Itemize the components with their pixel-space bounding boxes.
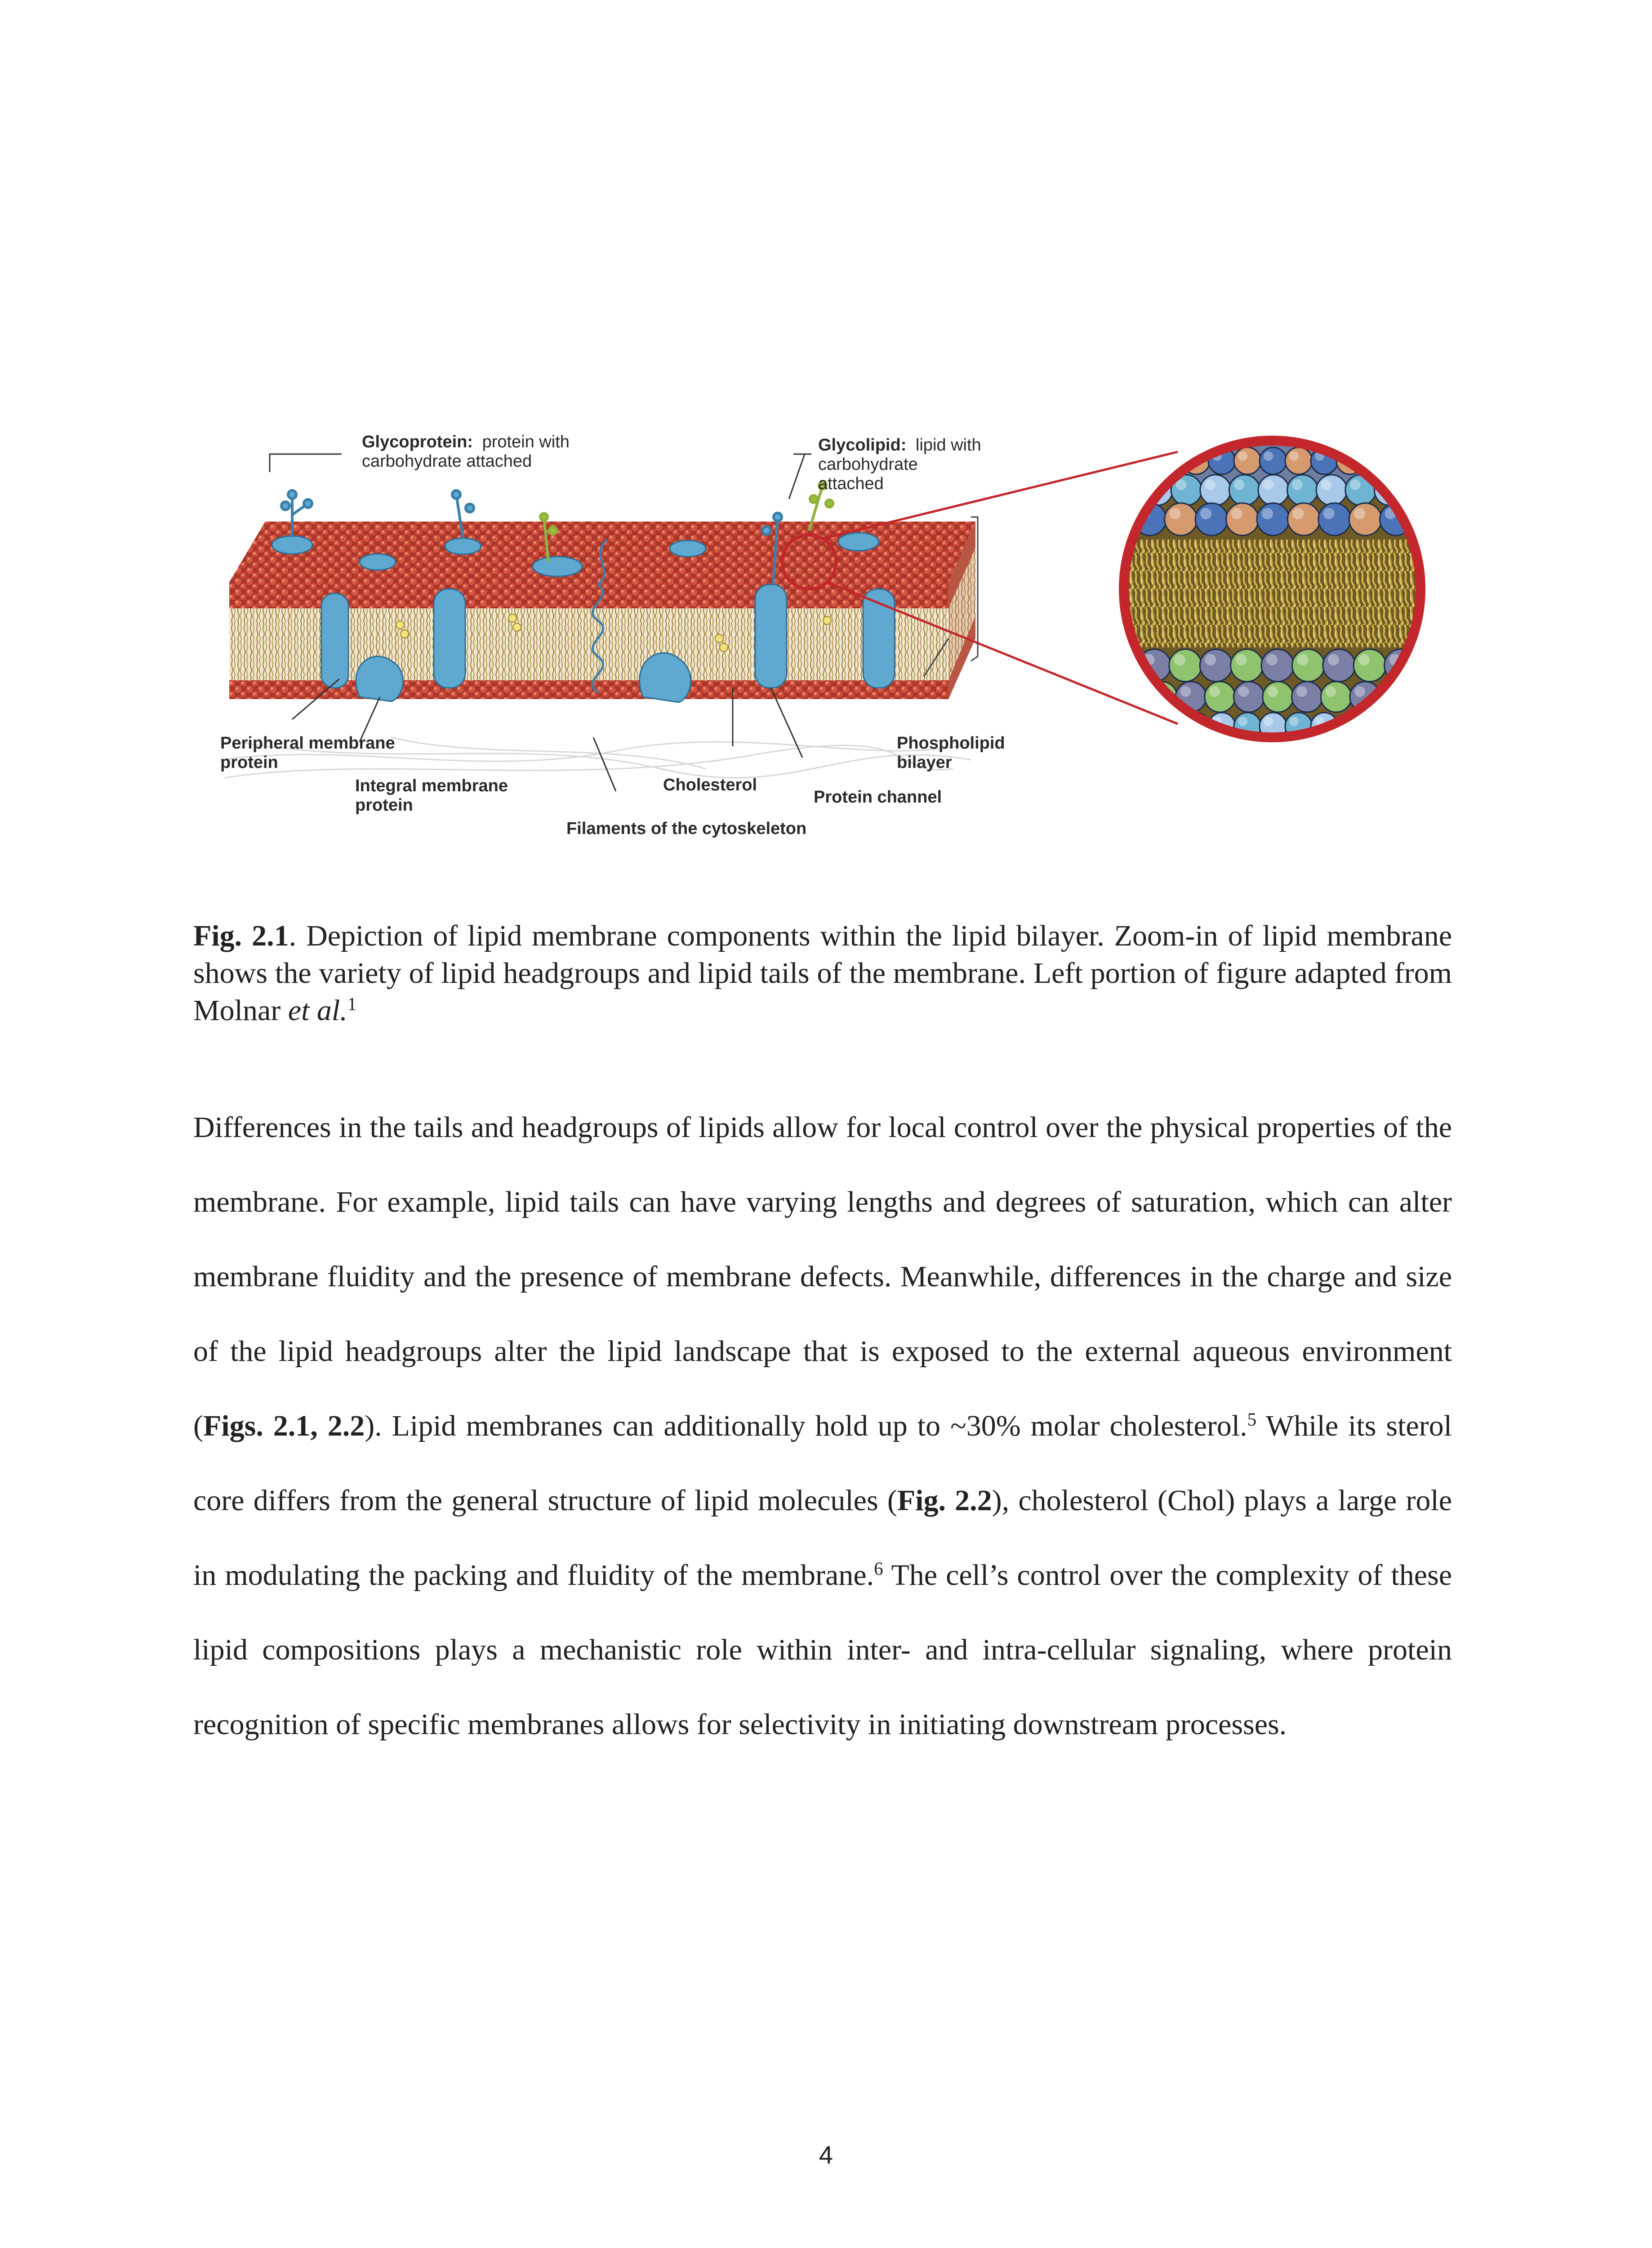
figure-reference: Fig. 2.2 bbox=[897, 1484, 992, 1517]
lipid-headgroup bbox=[1413, 713, 1440, 740]
headgroup-highlight bbox=[1412, 686, 1423, 697]
headgroup-highlight bbox=[1200, 508, 1211, 519]
headgroup-highlight bbox=[1292, 508, 1304, 519]
lipid-headgroup bbox=[1318, 503, 1351, 535]
lipid-headgroup bbox=[1234, 447, 1261, 474]
headgroup-highlight bbox=[1238, 686, 1249, 697]
headgroup-highlight bbox=[1321, 479, 1331, 490]
lipid-headgroup bbox=[1388, 713, 1415, 740]
membrane-figure bbox=[211, 427, 1452, 854]
headgroup-highlight bbox=[1174, 654, 1185, 665]
headgroup-highlight bbox=[1234, 479, 1245, 490]
lipid-headgroup bbox=[1323, 649, 1355, 682]
label-protein-channel: Protein channel bbox=[814, 788, 942, 807]
headgroup-highlight bbox=[1238, 451, 1247, 461]
lipid-headgroup bbox=[1411, 503, 1443, 535]
headgroup-highlight bbox=[1205, 654, 1216, 665]
headgroup-highlight bbox=[1296, 686, 1307, 697]
headgroup-highlight bbox=[1417, 451, 1427, 461]
headgroup-highlight bbox=[1180, 686, 1191, 697]
figure-reference: Figs. 2.1, 2.2 bbox=[203, 1409, 365, 1442]
citation-ref: 6 bbox=[874, 1558, 883, 1579]
lipid-headgroup bbox=[1292, 649, 1324, 682]
headgroup-highlight bbox=[1110, 451, 1119, 461]
headgroup-highlight bbox=[1267, 686, 1278, 697]
label-integral-protein: Integral membrane bbox=[355, 776, 508, 795]
headgroup-highlight bbox=[1297, 654, 1308, 665]
lipid-headgroup bbox=[1439, 447, 1452, 474]
lipid-headgroup bbox=[1118, 682, 1148, 712]
lipid-headgroup bbox=[1439, 713, 1452, 740]
headgroup-highlight bbox=[1264, 451, 1273, 461]
lipid-headgroup bbox=[1226, 503, 1259, 535]
headgroup-highlight bbox=[1443, 717, 1452, 726]
headgroup-highlight bbox=[1354, 508, 1365, 519]
headgroup-highlight bbox=[1122, 686, 1133, 697]
headgroup-highlight bbox=[1263, 479, 1274, 490]
lipid-headgroup bbox=[1169, 649, 1202, 682]
headgroup-highlight bbox=[1108, 508, 1119, 519]
lipid-headgroup bbox=[1195, 503, 1228, 535]
lipid-headgroup bbox=[1257, 503, 1289, 535]
lipid-headgroup bbox=[1321, 682, 1351, 712]
lipid-headgroup bbox=[1205, 682, 1235, 712]
lipid-headgroup bbox=[1260, 447, 1287, 474]
headgroup-highlight bbox=[1118, 479, 1128, 490]
label-glycolipid-line3: attached bbox=[818, 474, 884, 493]
lipid-headgroup bbox=[1441, 503, 1452, 535]
headgroup-highlight bbox=[1231, 508, 1242, 519]
lipid-headgroup bbox=[1165, 503, 1197, 535]
headgroup-highlight bbox=[1443, 451, 1452, 461]
lipid-headgroup bbox=[1233, 682, 1264, 712]
headgroup-highlight bbox=[1325, 686, 1336, 697]
figure-number: Fig. 2.1 bbox=[193, 919, 289, 952]
lipid-headgroup bbox=[1413, 447, 1440, 474]
headgroup-highlight bbox=[1446, 508, 1452, 519]
lipid-headgroup bbox=[1231, 649, 1263, 682]
label-phospholipid-bilayer-line2: bilayer bbox=[897, 753, 952, 772]
headgroup-highlight bbox=[1451, 654, 1452, 665]
headgroup-highlight bbox=[1289, 717, 1299, 726]
lipid-headgroup bbox=[1106, 713, 1133, 740]
headgroup-highlight bbox=[1442, 686, 1452, 697]
label-peripheral-protein: Peripheral membrane bbox=[220, 734, 395, 753]
lipid-headgroup bbox=[1292, 682, 1322, 712]
lipid-headgroup bbox=[1362, 713, 1389, 740]
headgroup-highlight bbox=[1392, 717, 1401, 726]
headgroup-highlight bbox=[1350, 479, 1361, 490]
headgroup-highlight bbox=[1264, 717, 1273, 726]
page-number: 4 bbox=[819, 2141, 833, 2169]
lipid-headgroup bbox=[1433, 475, 1452, 505]
headgroup-highlight bbox=[1113, 654, 1124, 665]
headgroup-highlight bbox=[1205, 479, 1216, 490]
label-glycoprotein: Glycoprotein: protein with bbox=[362, 433, 570, 451]
headgroup-highlight bbox=[1408, 479, 1419, 490]
headgroup-highlight bbox=[1420, 654, 1431, 665]
lipid-headgroup bbox=[1200, 649, 1232, 682]
headgroup-highlight bbox=[1366, 717, 1376, 726]
headgroup-highlight bbox=[1238, 717, 1247, 726]
citation-ref: 5 bbox=[1247, 1409, 1257, 1430]
lipid-headgroup bbox=[1354, 649, 1386, 682]
lipid-headgroup bbox=[1403, 475, 1434, 505]
lipid-headgroup bbox=[1106, 447, 1133, 474]
headgroup-highlight bbox=[1110, 717, 1119, 726]
figure-caption: Fig. 2.1. Depiction of lipid membrane components within the lipid bilayer. Zoom-in of lipid membrane shows the variety of lipid headgroups and lipid tails of the membrane. Left portion of figure adapted from Molnar et al.$^1$ bbox=[193, 919, 1452, 1027]
lipid-headgroup bbox=[1437, 682, 1452, 712]
headgroup-highlight bbox=[1135, 717, 1145, 726]
lipid-headgroup bbox=[1287, 475, 1318, 505]
headgroup-highlight bbox=[1266, 654, 1278, 665]
lipid-headgroup bbox=[1408, 682, 1438, 712]
headgroup-highlight bbox=[1328, 654, 1339, 665]
headgroup-highlight bbox=[1262, 508, 1273, 519]
headgroup-highlight bbox=[1292, 479, 1303, 490]
lipid-headgroup bbox=[1415, 649, 1447, 682]
body-paragraph: Differences in the tails and headgroups of lipids allow for local control over the physical properties of the membrane. For example, lipid tails can have varying lengths and degrees of saturation, which can alter membrane fluidity and the presence of membrane defects. Meanwhile, differences in the charge and size of the lipid headgroups alter the lipid landscape that is exposed to the external aqueous environment (Figs. 2.1, 2.2). Lipid membranes can additionally hold up to ~30% molar cholesterol.$^5$ While its sterol core differs from the general structure of lipid molecules (Fig. 2.2), cholesterol (Chol) plays a large role in modulating the packing and fluidity of the membrane.$^6$ The cell’s control over the complexity of these lipid compositions plays a mechanistic role within inter- and intra-cellular signaling, where protein recognition of specific membranes allows for selectivity in initiating downstream processes. bbox=[193, 1111, 1452, 1741]
label-phospholipid-bilayer: Phospholipid bbox=[897, 734, 1005, 753]
lipid-headgroup bbox=[1316, 475, 1347, 505]
headgroup-highlight bbox=[1147, 479, 1158, 490]
headgroup-highlight bbox=[1170, 508, 1181, 519]
lipid-headgroup bbox=[1287, 503, 1320, 535]
label-integral-protein-line2: protein bbox=[355, 796, 413, 815]
lipid-headgroup bbox=[1285, 447, 1312, 474]
label-peripheral-protein-line2: protein bbox=[220, 753, 278, 772]
citation-ref: 1 bbox=[347, 994, 357, 1014]
label-cholesterol: Cholesterol bbox=[663, 776, 757, 794]
lipid-headgroup bbox=[1200, 475, 1231, 505]
label-glycolipid: Glycolipid: lipid with bbox=[818, 436, 981, 455]
headgroup-highlight bbox=[1289, 451, 1299, 461]
headgroup-highlight bbox=[1235, 654, 1247, 665]
headgroup-highlight bbox=[1366, 451, 1376, 461]
lipid-headgroup bbox=[1131, 713, 1158, 740]
headgroup-highlight bbox=[1417, 717, 1427, 726]
zoom-in-circle bbox=[1103, 436, 1452, 742]
headgroup-highlight bbox=[1209, 686, 1220, 697]
label-glycoprotein-line2: carbohydrate attached bbox=[362, 452, 532, 471]
lipid-headgroup bbox=[1263, 682, 1293, 712]
lipid-headgroup bbox=[1258, 475, 1289, 505]
lipid-headgroup bbox=[1446, 649, 1452, 682]
lipid-headgroup bbox=[1261, 649, 1294, 682]
label-cytoskeleton-filaments: Filaments of the cytoskeleton bbox=[566, 819, 807, 838]
headgroup-highlight bbox=[1437, 479, 1448, 490]
label-glycolipid-line2: carbohydrate bbox=[818, 455, 918, 474]
lipid-headgroup bbox=[1388, 447, 1415, 474]
lipid-headgroup bbox=[1349, 503, 1381, 535]
headgroup-highlight bbox=[1354, 686, 1365, 697]
headgroup-highlight bbox=[1392, 451, 1401, 461]
headgroup-highlight bbox=[1416, 508, 1427, 519]
lipid-headgroup bbox=[1113, 475, 1144, 505]
headgroup-highlight bbox=[1358, 654, 1370, 665]
headgroup-highlight bbox=[1323, 508, 1335, 519]
lipid-headgroup bbox=[1229, 475, 1260, 505]
